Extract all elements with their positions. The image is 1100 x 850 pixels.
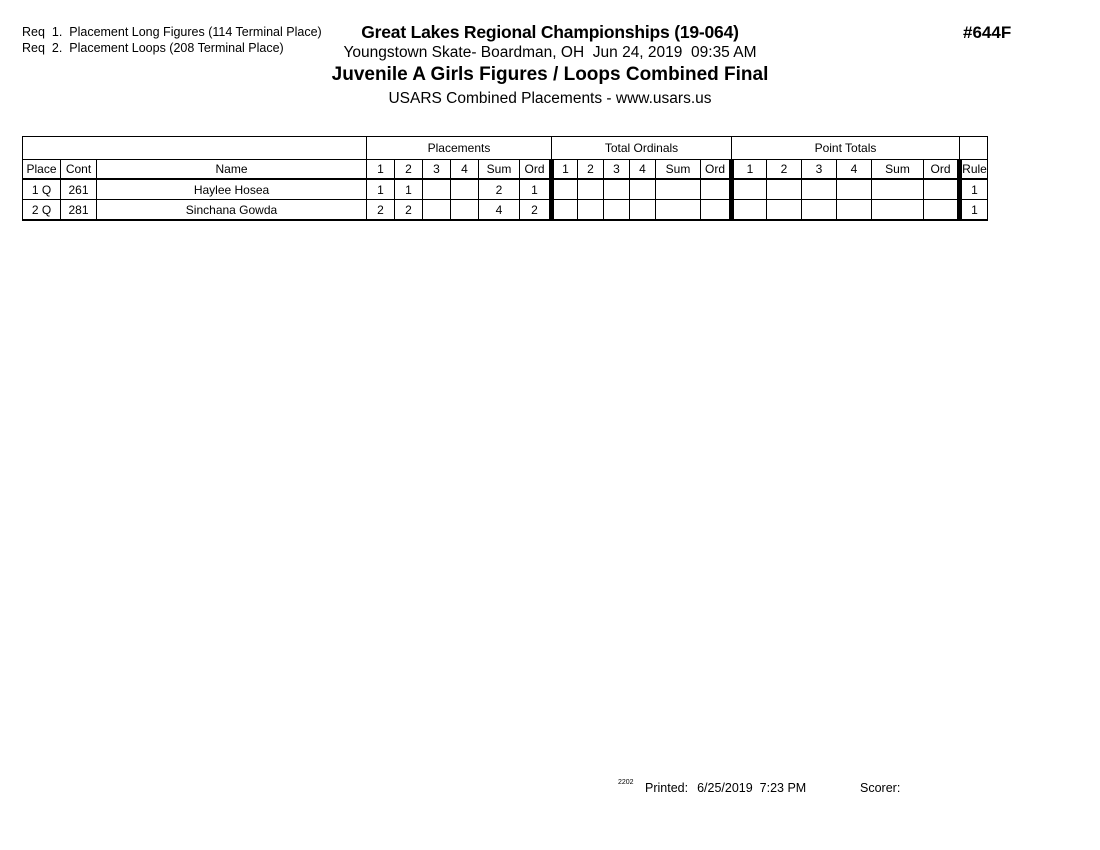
cont-cell: 261 <box>61 179 97 200</box>
ordinals-1-cell <box>552 200 578 221</box>
ordinals-2-cell <box>578 179 604 200</box>
group-header-total-ordinals: Total Ordinals <box>552 137 732 160</box>
col-header-cont: Cont <box>61 160 97 180</box>
ordinals-3-cell <box>604 179 630 200</box>
placements-1-cell: 2 <box>367 200 395 221</box>
col-header-points-ord: Ord <box>924 160 960 180</box>
placements-sum-cell: 4 <box>479 200 520 221</box>
place-cell: 2 Q <box>23 200 61 221</box>
ordinals-2-cell <box>578 200 604 221</box>
printed-label: Printed: <box>645 781 689 795</box>
placements-ord-cell: 2 <box>520 200 552 221</box>
placements-ord-cell: 1 <box>520 179 552 200</box>
points-sum-cell <box>872 200 924 221</box>
placements-1-cell: 1 <box>367 179 395 200</box>
name-cell: Sinchana Gowda <box>97 200 367 221</box>
points-sum-cell <box>872 179 924 200</box>
ordinals-3-cell <box>604 200 630 221</box>
col-header-name: Name <box>97 160 367 180</box>
name-cell: Haylee Hosea <box>97 179 367 200</box>
ordinals-4-cell <box>630 200 656 221</box>
col-header-points-2: 2 <box>767 160 802 180</box>
col-header-placements-3: 3 <box>423 160 451 180</box>
group-header-rule-spacer <box>960 137 988 160</box>
cont-cell: 281 <box>61 200 97 221</box>
placements-3-cell <box>423 200 451 221</box>
group-header-spacer <box>23 137 367 160</box>
points-ord-cell <box>924 200 960 221</box>
col-header-ordinals-3: 3 <box>604 160 630 180</box>
placements-sum-cell: 2 <box>479 179 520 200</box>
col-header-ordinals-4: 4 <box>630 160 656 180</box>
printed-line <box>645 781 806 795</box>
col-header-place: Place <box>23 160 61 180</box>
ordinals-ord-cell <box>701 179 732 200</box>
col-header-ordinals-2: 2 <box>578 160 604 180</box>
version-mark: 2202 <box>618 779 634 786</box>
ordinals-4-cell <box>630 179 656 200</box>
group-header-placements: Placements <box>367 137 552 160</box>
ordinals-ord-cell <box>701 200 732 221</box>
placements-3-cell <box>423 179 451 200</box>
championship-title: Great Lakes Regional Championships (19-064) <box>361 22 739 42</box>
place-cell: 1 Q <box>23 179 61 200</box>
column-header-row <box>23 160 988 180</box>
report-subtitle: USARS Combined Placements - www.usars.us <box>388 90 712 107</box>
placements-2-cell: 2 <box>395 200 423 221</box>
rule-cell: 1 <box>960 179 988 200</box>
ordinals-sum-cell <box>656 179 701 200</box>
col-header-placements-2: 2 <box>395 160 423 180</box>
doc-number: #644F <box>963 23 1012 42</box>
points-3-cell <box>802 200 837 221</box>
col-header-ordinals-ord: Ord <box>701 160 732 180</box>
points-1-cell <box>732 200 767 221</box>
points-4-cell <box>837 200 872 221</box>
col-header-points-1: 1 <box>732 160 767 180</box>
col-header-placements-4: 4 <box>451 160 479 180</box>
results-table <box>22 136 988 221</box>
points-2-cell <box>767 200 802 221</box>
placements-4-cell <box>451 179 479 200</box>
ordinals-sum-cell <box>656 200 701 221</box>
placements-4-cell <box>451 200 479 221</box>
points-1-cell <box>732 179 767 200</box>
col-header-points-sum: Sum <box>872 160 924 180</box>
scorer-label: Scorer: <box>860 781 901 795</box>
rule-cell: 1 <box>960 200 988 221</box>
col-header-points-3: 3 <box>802 160 837 180</box>
col-header-placements-sum: Sum <box>479 160 520 180</box>
group-header-point-totals: Point Totals <box>732 137 960 160</box>
ordinals-1-cell <box>552 179 578 200</box>
col-header-placements-ord: Ord <box>520 160 552 180</box>
table-row <box>23 179 988 200</box>
req-line-2: Req 2. Placement Loops (208 Terminal Place) <box>22 41 284 55</box>
placements-2-cell: 1 <box>395 179 423 200</box>
points-2-cell <box>767 179 802 200</box>
event-title: Juvenile A Girls Figures / Loops Combined Final <box>331 64 769 85</box>
printed-value: 6/25/2019 7:23 PM <box>697 781 807 795</box>
req-line-1: Req 1. Placement Long Figures (114 Terminal Place) <box>22 25 322 39</box>
col-header-placements-1: 1 <box>367 160 395 180</box>
points-4-cell <box>837 179 872 200</box>
table-row <box>23 200 988 221</box>
col-header-rule: Rule <box>960 160 988 180</box>
points-ord-cell <box>924 179 960 200</box>
venue-datetime: Youngstown Skate- Boardman, OH Jun 24, 2019 09:35 AM <box>343 44 757 61</box>
points-3-cell <box>802 179 837 200</box>
col-header-points-4: 4 <box>837 160 872 180</box>
group-header-row <box>23 137 988 160</box>
col-header-ordinals-1: 1 <box>552 160 578 180</box>
col-header-ordinals-sum: Sum <box>656 160 701 180</box>
